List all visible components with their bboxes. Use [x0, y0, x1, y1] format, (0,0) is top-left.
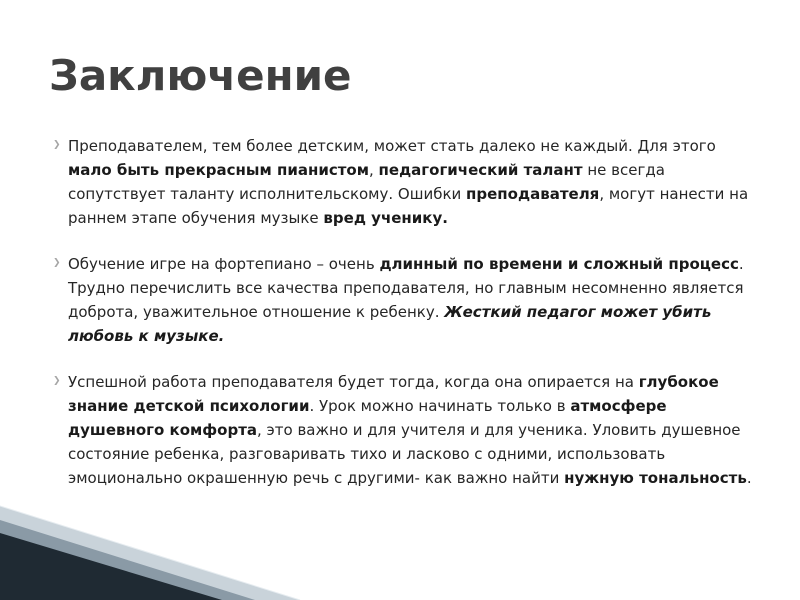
slide-title: Заключение [49, 51, 352, 100]
paragraph-text: . Урок можно начинать только в [309, 397, 571, 415]
paragraph-text: Преподавателем, тем более детским, может стать далеко не каждый. Для этого [68, 137, 716, 155]
emphasis-text: мало быть прекрасным пианистом [68, 161, 369, 179]
paragraph-text: Успешной работа преподавателя будет тогда, когда она опирается на [68, 373, 639, 391]
emphasis-text: нужную тональность [564, 469, 747, 487]
emphasis-text: атмосфере душевного комфорта [68, 397, 667, 439]
emphasis-text: вред ученику. [323, 209, 448, 227]
bullet-paragraph [52, 134, 762, 230]
chevron-right-icon: ❯ [53, 376, 61, 386]
emphasis-text: глубокое знание детской психологии [68, 373, 719, 415]
emphasis-text: преподавателя [466, 185, 600, 203]
paragraph-text: , это важно и для учителя и для ученика. Уловить душевное состояние ребенка, разговаривать тихо и ласково с одними, использовать эмоционально окрашенную речь с другими- как важно найти [68, 421, 741, 487]
emphasis-text: педагогический талант [378, 161, 583, 179]
paragraph-text: . Трудно перечислить все качества преподавателя, но главным несомненно является доброта, уважительное отношение к ребенку. [68, 255, 744, 321]
emphasis-text: Жесткий педагог может убить любовь к музыке. [68, 303, 712, 345]
paragraph-text: . [746, 469, 752, 487]
wedge-gray-stripe [0, 520, 255, 600]
paragraph-text: Обучение игре на фортепиано – очень [68, 255, 380, 273]
chevron-right-icon: ❯ [53, 140, 61, 150]
wedge-light-stripe [0, 506, 300, 600]
bullet-paragraph [52, 252, 762, 348]
emphasis-text: длинный по времени и сложный процесс [379, 255, 739, 273]
paragraph-text: , могут нанести на раннем этапе обучения музыке [68, 185, 749, 227]
bullet-paragraph [52, 370, 762, 490]
wedge-dark-stripe [0, 533, 222, 600]
paragraph-text: не всегда сопутствует таланту исполнительскому. Ошибки [68, 161, 665, 203]
chevron-right-icon: ❯ [53, 258, 61, 268]
slide-body [52, 134, 762, 490]
paragraph-text: , [368, 161, 379, 179]
wedge-highlight-line [0, 506, 300, 600]
